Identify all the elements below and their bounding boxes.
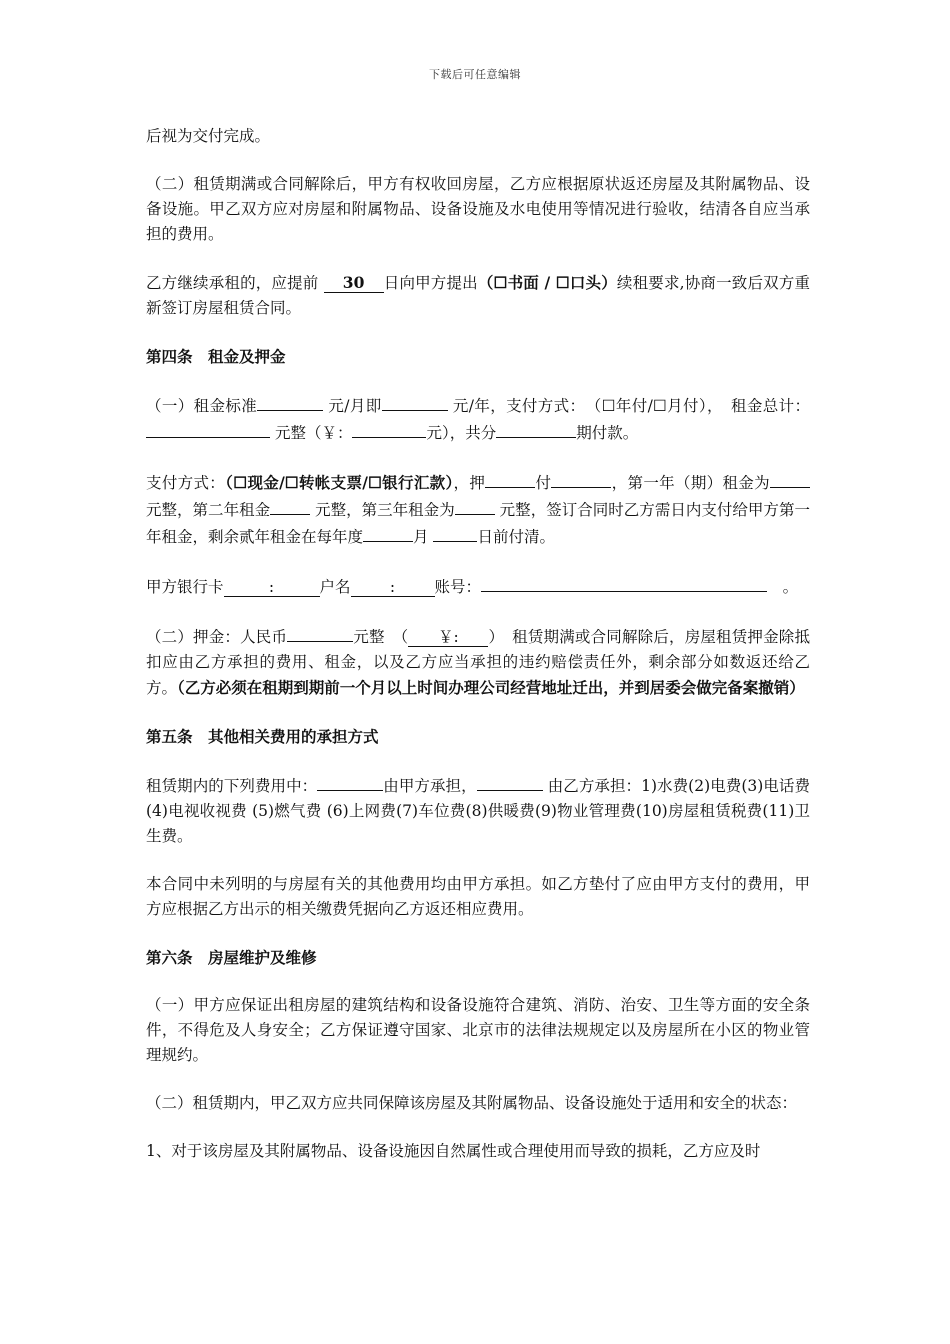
deposit-months-label: ，押 [453, 474, 486, 492]
pay-months-label: 付 [535, 474, 552, 492]
payment-frequency-options[interactable]: （☐年付/☐月付）， [593, 397, 716, 415]
deposit-amount-field[interactable] [287, 623, 353, 642]
second-year-rent-field[interactable] [270, 496, 310, 515]
party-a-fees-label: 由甲方承担， [383, 777, 477, 795]
first-year-rent-label: ，第一年（期）租金为 [611, 474, 770, 492]
installments-label: 元），共分 [426, 424, 497, 442]
renewal-text-post: 续租要求,协商一致后双方重新签订房屋租赁合同。 [146, 274, 810, 317]
renewal-method-options[interactable]: （☐书面 / ☐口头） [477, 273, 617, 292]
paragraph-return-property: （二）租赁期满或合同解除后，甲方有权收回房屋，乙方应根据原状返还房屋及其附属物品、设备设施。甲乙双方应对房屋和附属物品、设备设施及水电使用等情况进行验收，结清各自应当承担的费用。 [146, 175, 810, 243]
rent-total-yuan-label: 元整（￥： [274, 424, 353, 442]
pay-months-field[interactable] [551, 469, 611, 488]
rent-total-field[interactable] [146, 419, 270, 438]
paragraph-other-fees: 本合同中未列明的与房屋有关的其他费用均由甲方承担。如乙方垫付了应由甲方支付的费用，甲方应根据乙方出示的相关缴费凭据向乙方返还相应费用。 [146, 875, 810, 918]
paragraph-rent-standard [146, 392, 810, 446]
deposit-refund-text: ） 租赁期满或合同解除后，房屋租赁押金除抵扣应由乙方承担的费用、租金，以及乙方应当承担的违约赔偿责任外，剩余部分如数返还给乙方。 [146, 628, 810, 697]
renewal-text-pre: 乙方继续承租的，应提前 [146, 274, 319, 292]
paragraph-delivery: 后视为交付完成。 [146, 127, 271, 145]
bank-info-period: 。 [782, 578, 799, 596]
paragraph-maintenance: （二）租赁期内，甲乙双方应共同保障该房屋及其附属物品、设备设施处于适用和安全的状态： [146, 1094, 798, 1112]
account-name-label: 户名 [319, 578, 351, 596]
bank-card-label: 甲方银行卡 [146, 578, 224, 596]
fees-list: 由乙方承担：1)水费(2)电费(3)电话费(4)电视收视费 (5)燃气费 (6)上网费(7)车位费(8)供暖费(9)物业管理费(10)房屋租赁税费(11)卫生费。 [146, 777, 810, 845]
installments-field[interactable] [496, 419, 576, 438]
article-4-title: 第四条 租金及押金 [146, 347, 286, 366]
fees-intro: 租赁期内的下列费用中： [146, 777, 318, 795]
bank-card-field[interactable]: : [224, 578, 320, 597]
party-b-fees-field[interactable] [477, 772, 543, 791]
deposit-months-field[interactable] [485, 469, 535, 488]
installments-suffix: 期付款。 [576, 424, 639, 442]
rent-total-label: 租金总计： [730, 397, 810, 415]
account-name-field[interactable]: : [351, 578, 435, 597]
payment-month-label: 月 [413, 528, 429, 546]
page-header-note: 下载后可任意编辑 [429, 68, 521, 81]
account-number-field[interactable] [481, 573, 767, 592]
third-year-rent-field[interactable] [455, 496, 495, 515]
paragraph-renewal [146, 270, 810, 321]
document-body [146, 124, 810, 1164]
payment-deadline-text: 元整，签订合同时乙方需日内支付给甲方第一年租金，剩余贰年租金在每年度 [146, 501, 810, 546]
article-5-title: 第五条 其他相关费用的承担方式 [146, 727, 379, 746]
payment-day-field[interactable] [433, 523, 477, 542]
party-a-fees-field[interactable] [317, 772, 383, 791]
rent-standard-label: （一）租金标准 [146, 397, 258, 415]
payment-channel-options[interactable]: （☐现金/☐转帐支票/☐银行汇款） [225, 473, 454, 492]
payment-label: 支付方式： [146, 474, 226, 492]
renewal-days-field[interactable]: 30 [324, 274, 384, 293]
paragraph-fee-allocation [146, 772, 810, 849]
paragraph-bank-info [146, 573, 810, 600]
yearly-rent-field[interactable] [382, 392, 448, 411]
paragraph-payment-method [146, 469, 810, 550]
payment-method-label: 元/年，支付方式： [452, 397, 578, 415]
second-year-rent-label: 元整，第二年租金 [146, 501, 271, 519]
deposit-yuan-label: 元整 （ [353, 628, 409, 646]
rent-per-month-label: 元/月即 [328, 397, 382, 415]
payment-month-field[interactable] [363, 523, 413, 542]
deposit-amount-number-field[interactable]: ￥: [408, 628, 488, 647]
account-number-label: 账号： [434, 578, 482, 596]
rent-total-amount-field[interactable] [352, 419, 426, 438]
payment-day-label: 日前付清。 [477, 528, 555, 546]
monthly-rent-field[interactable] [257, 392, 323, 411]
paragraph-wear: 1、对于该房屋及其附属物品、设备设施因自然属性或合理使用而导致的损耗，乙方应及时 [146, 1142, 761, 1160]
article-6-title: 第六条 房屋维护及维修 [146, 948, 317, 967]
deposit-label: （二）押金：人民币 [146, 628, 288, 646]
paragraph-deposit [146, 623, 810, 701]
first-year-rent-field[interactable] [770, 469, 810, 488]
paragraph-safety: （一）甲方应保证出租房屋的建筑结构和设备设施符合建筑、消防、治安、卫生等方面的安全条件，不得危及人身安全；乙方保证遵守国家、北京市的法律法规规定以及房屋所在小区的物业管理规约。 [146, 996, 810, 1064]
third-year-rent-label: 元整，第三年租金为 [315, 501, 455, 519]
renewal-text-mid: 日向甲方提出 [383, 274, 478, 292]
deposit-special-note: （乙方必须在租期到期前一个月以上时间办理公司经营地址迁出，并到居委会做完备案撤销） [177, 678, 805, 697]
